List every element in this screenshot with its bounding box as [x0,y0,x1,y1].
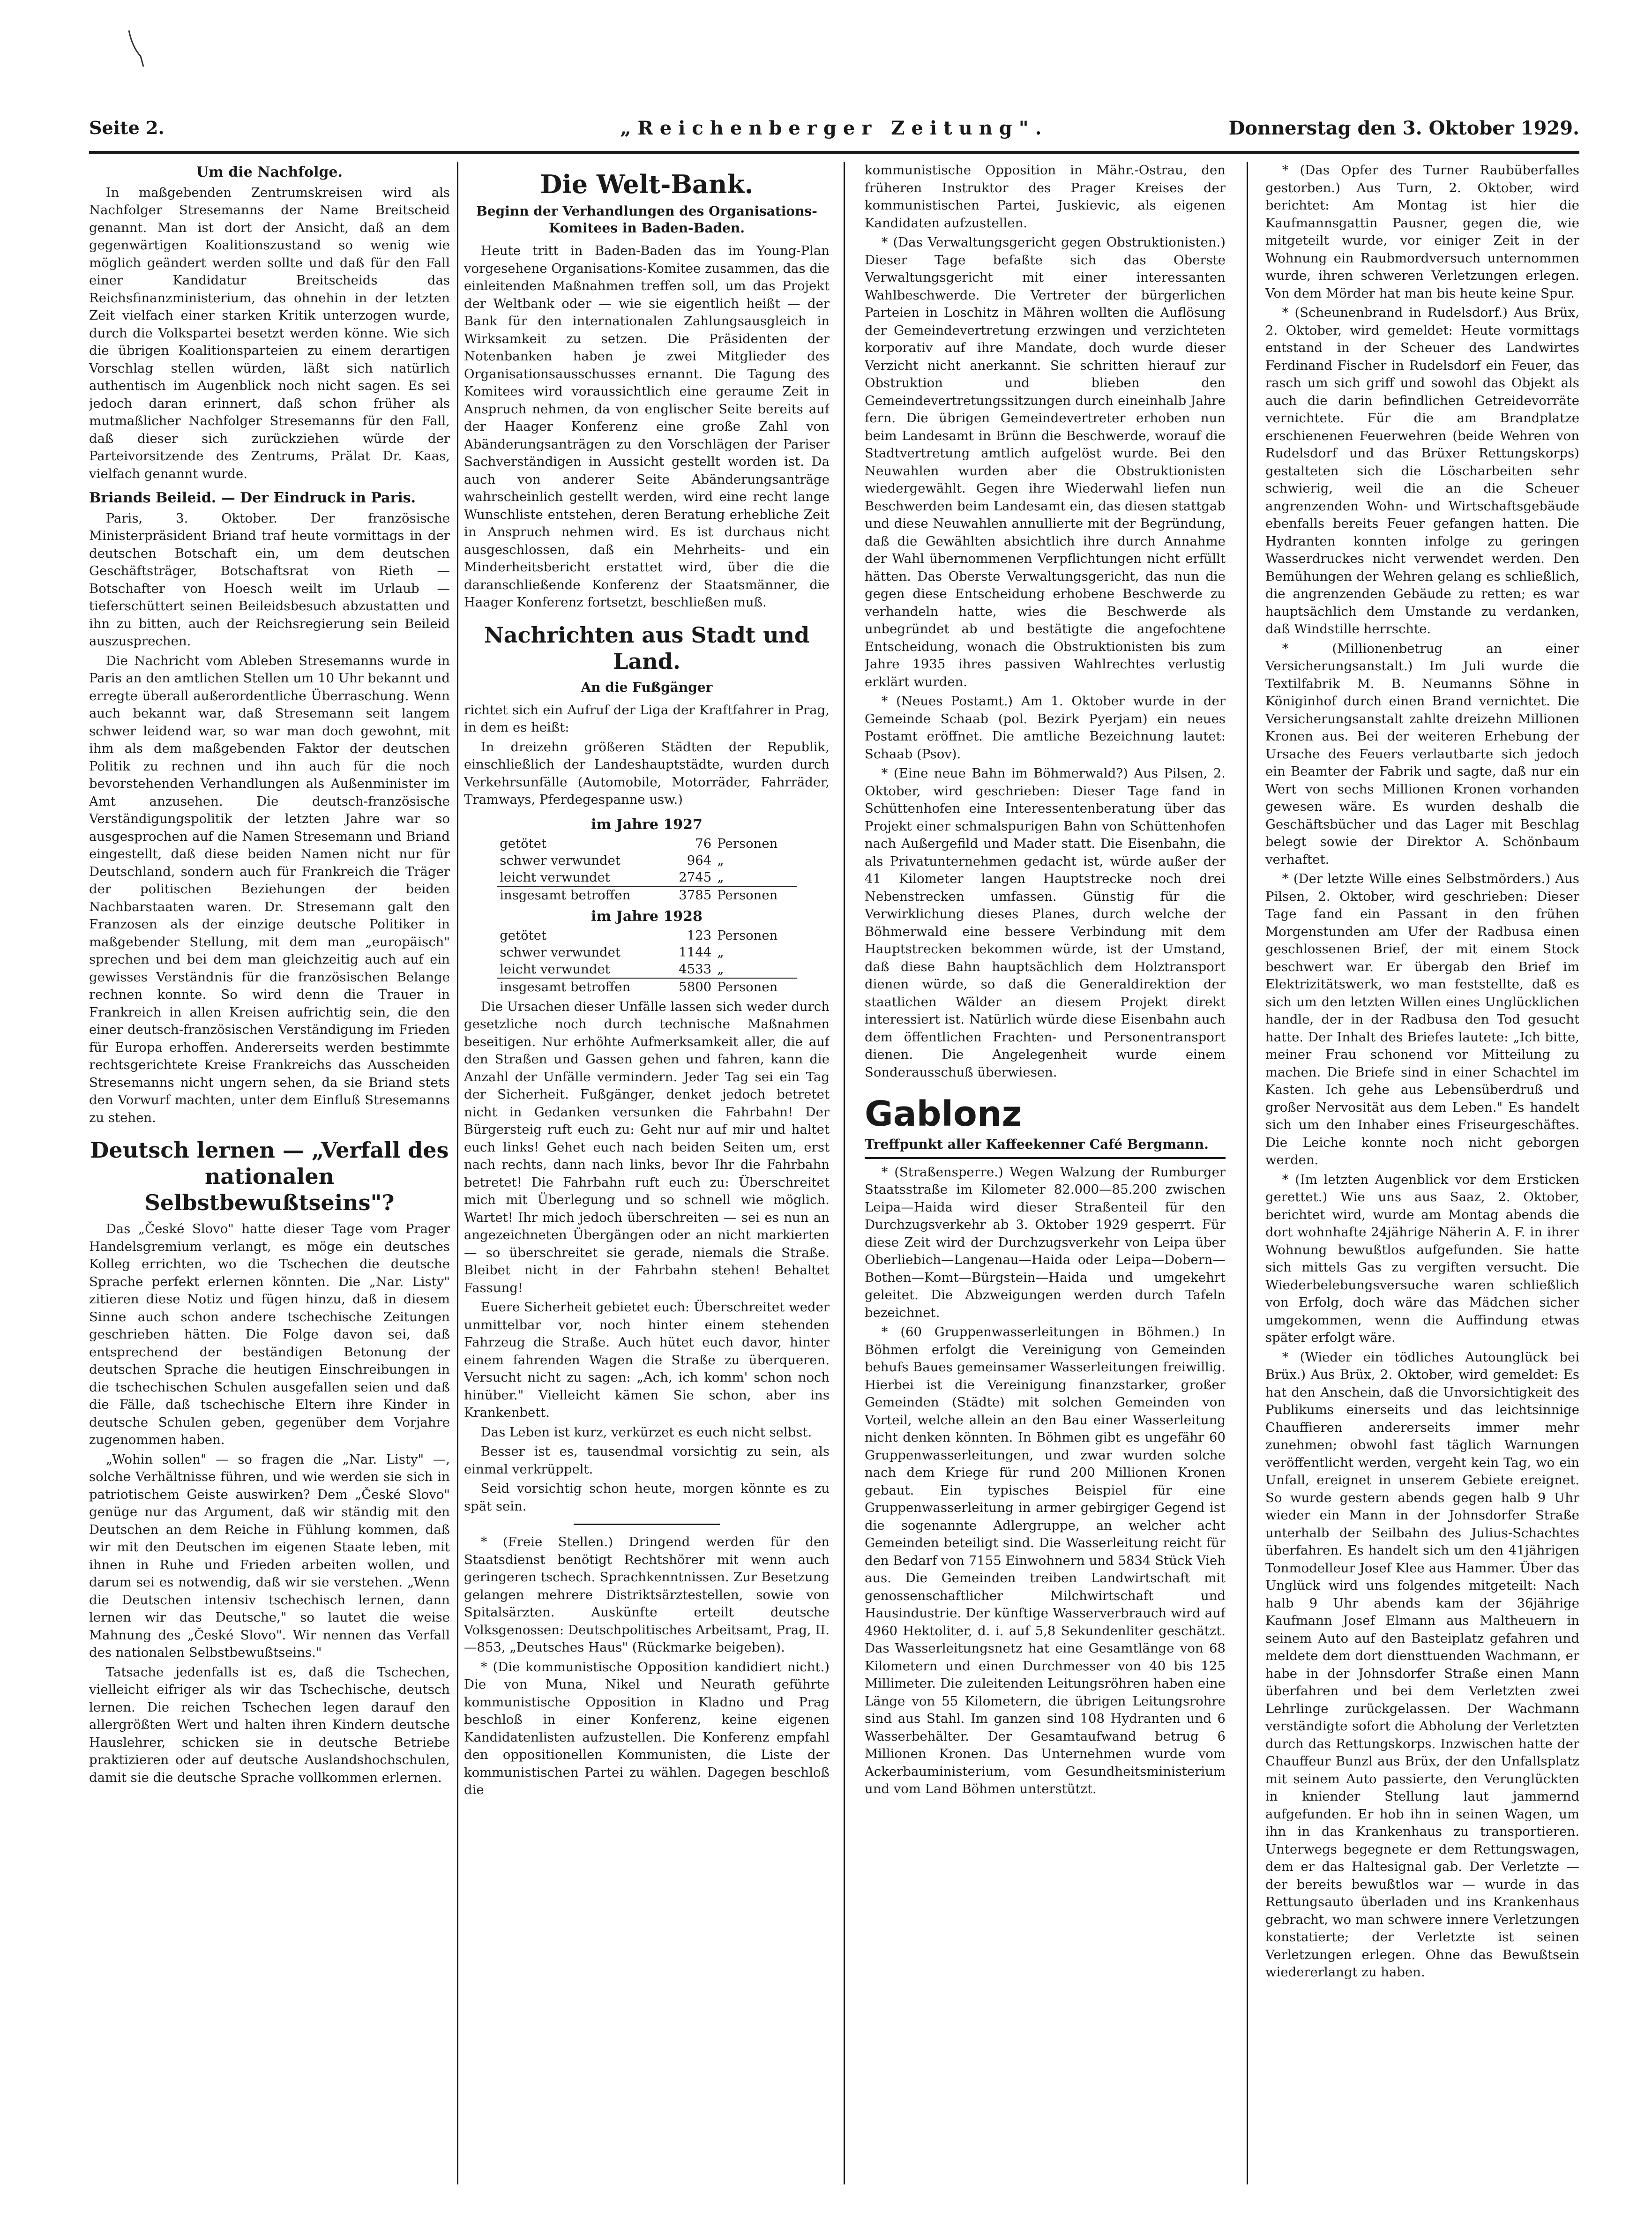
table-row: getötet 123 Personen [500,927,778,943]
article-paragraph: Das Leben ist kurz, verkürzet es euch nicht selbst. [480,1424,812,1440]
article-headline: Deutsch lernen — „Verfall des nationalen Selbstbewußtseins"? [90,1137,449,1215]
table-row: schwer verwundet 1144 „ [500,944,724,960]
column-2 [464,162,830,2184]
article-title: Briands Beileid. — Der Eindruck in Paris. [89,490,416,506]
news-item: * (Der letzte Wille eines Selbstmörders.) Aus Pilsen, 2. Oktober, wird geschrieben: Dieser Tage fand ein Passant in den frühen Morgenstunden am Ufer der Radbusa einen geschlossenen Brief, der mit einem Stock beschwert war. Er übergab den Brief im Elektrizitätswerk, wo man feststellte, daß es sich um den letzten Willen eines Unglücklichen handle, der in der Radbusa den Tod gesucht hatte. Der Inhalt des Briefes lautete: „Ich bitte, meiner Frau schonend vor Mitteilung zu machen. Die Briefe sind in einer Schachtel im Kasten. Ich gehe aus Lebensüberdruß und großer Nervosität aus dem Leben." Es handelt sich um den Inhaber eines Friseurgeschäftes. Die Leiche konnte noch nicht geborgen werden. [1265,871,1579,1167]
issue-date: Donnerstag den 3. Oktober 1929. [1228,117,1579,139]
section-headline: Nachrichten aus Stadt und Land. [484,622,810,674]
column-1 [89,162,450,2184]
table-row: leicht verwundet 4533 „ [500,961,724,977]
article-paragraph: In maßgebenden Zentrumskreisen wird als Nachfolger Stresemanns der Name Breitscheid genannt. Man ist dort der Ansicht, daß an dem gegenwärtigen Koalitionszustand so wenig wie möglich geändert werden sollte und daß für den Fall einer Kandidatur Breitscheids das Reichsfinanzministerium, das ohnehin in der letzten Zeit vielfach einer starken Kritik unterzogen wurde, durch die Volkspartei besetzt werden könne. Wie sich die übrigen Koalitionsparteien zu einem derartigen Vorschlag stellen würden, läßt sich natürlich authentisch im Augenblick noch nicht sagen. Es sei jedoch daran erinnert, daß schon früher als mutmaßlicher Nachfolger Stresemanns für den Fall, daß dieser sich zurückziehen würde der Parteivorsitzende des Zentrums, Prälat Dr. Kaas, vielfach genannt wurde. [89,185,450,481]
masthead: „Reichenberger Zeitung". [620,117,1048,139]
news-item: * (Neues Postamt.) Am 1. Oktober wurde in der Gemeinde Schaab (pol. Bezirk Pyerjam) ein neues Postamt eröffnet. Die amtliche Bezeichnung lautet: Schaab (Psov). [865,694,1226,762]
article-paragraph: Heute tritt in Baden-Baden das im Young-Plan vorgesehene Organisations-Komitee zusammen, das die einleitenden Maßnahmen treffen soll, um das Projekt der Weltbank oder — wie sie eigentlich heißt — der Bank für den internationalen Zahlungsausgleich in Wirksamkeit zu setzen. Die Präsidenten der Notenbanken haben je zwei Mitglieder des Organisationsausschusses ernannt. Die Tagung des Komitees wird voraussichtlich eine geraume Zeit in Anspruch nehmen, da von englischer Seite bereits auf der Haager Konferenz eine große Zahl von Abänderungsanträgen zu den Vorschlägen der Pariser Sachverständigen in Aussicht gestellt worden ist. Da auch von anderer Seite Abänderungsanträge wahrscheinlich gestellt werden, wird eine recht lange Wunschliste entstehen, deren Beratung erhebliche Zeit in Anspruch nehmen wird. Es ist durchaus nicht ausgeschlossen, daß ein Mehrheits- und ein Minderheitsbericht erstattet wird, über die die daranschließende Konferenz der Staatsmänner, die Haager Konferenz fortsetzt, beschließen muß. [464,243,830,610]
news-item: * (Die kommunistische Opposition kandidiert nicht.) Die von Muna, Nikel und Neurath geführte kommunistische Opposition in Kladno und Prag beschloß in einer Konferenz, keine eigenen Kandidatenlisten aufzustellen. Die Konferenz empfahl den oppositionellen Kommunisten, die Liste der kommunistischen Partei zu wählen. Dagegen beschloß die [464,1659,830,1797]
section-separator [574,1524,720,1525]
article-paragraph: Euere Sicherheit gebietet euch: Überschreitet weder unmittelbar vor, noch hinter einem stehenden Fahrzeug die Straße. Auch hütet euch davor, hinter einem fahrenden Wagen die Straße zu überqueren. Versucht nicht zu sagen: „Ach, ich komm' schon noch hinüber." Vielleicht kämen Sie schon, aber ins Krankenbett. [464,1300,830,1420]
news-item: * (Millionenbetrug an einer Versicherungsanstalt.) Im Juli wurde die Textilfabrik M. B. Neumanns Söhne in Königinhof durch einen Brand vernichtet. Die Versicherungsanstalt zahlte dreizehn Millionen Kronen aus. Bei der weiteren Erhebung der Ursache des Feuers verlautbarte sich jedoch ein Beamter der Fabrik und sagte, daß nur ein Wert von sechs Millionen Kronen vorhanden gewesen wäre. Es wurden deshalb die Geschäftsbücher und das Lager mit Beschlag belegt sowie der Direktor A. Schönbaum verhaftet. [1265,641,1579,867]
page-number: Seite 2. [89,117,164,138]
article-headline: Die Welt-Bank. [540,169,754,199]
article-paragraph: Die Ursachen dieser Unfälle lassen sich weder durch gesetzliche noch durch technische Maßnahmen beseitigen. Nur erhöhte Aufmerksamkeit aller, die auf den Straßen und Gassen gehen und fahren, kann die Anzahl der Unfälle vermindern. Jeder Tag sei ein Tag der Sicherheit. Fußgänger, denket jedoch betretet nicht in Gedanken versunken die Fahrbahn! Der Bürgersteig ruft euch zu: Geht nur auf mir und haltet euch links! Gehet euch nach beiden Seiten um, erst nach rechts, dann nach links, bevor Ihr die Fahrbahn betretet! Die Fahrbahn ruft euch zu: Überschreitet mich mit Überlegung und so schnell wie möglich. Wartet! Ihr mich jedoch überschreiten — sei es nun an angezeichneten Übergängen oder an nicht markierten — so überschreitet sie gerade, niemals die Straße. Bleibet nicht in der Fahrbahn stehen! Behaltet Fassung! [464,999,830,1295]
scan-scratch-mark [127,28,145,70]
news-item: * (Freie Stellen.) Dringend werden für den Staatsdienst benötigt Rechtshörer mit wenn auch geringeren tschech. Sprachkenntnissen. Zur Besetzung gelangen mehrere Distriktsärztestellen, sowie von Spitalsärzten. Auskünfte erteilt deutsche Volksgenossen: Deutschpolitisches Arbeitsamt, Prag, II.—853, „Deutsches Haus" (Rückmarke beigeben). [464,1534,830,1655]
advertisement-line: Treffpunkt aller Kaffeekenner Café Bergmann. [865,1136,1226,1159]
article-paragraph: kommunistische Opposition in Mähr.-Ostrau, den früheren Instruktor des Prager Kreises der kommunistischen Partei, Juskievic, als eigenen Kandidaten aufzustellen. [865,163,1226,231]
article-paragraph: Tatsache jedenfalls ist es, daß die Tschechen, vielleicht eifriger als wir das Tschechische, deutsch lernen. Die reichen Tschechen legen darauf den allergrößten Wert und halten ihren Kindern deutsche Hauslehrer, schicken sie in deutsche Betriebe praktizieren oder auf deutsche Auslandshochschulen, damit sie die deutsche Sprache vollkommen erlernen. [89,1664,450,1785]
article-paragraph: richtet sich ein Aufruf der Liga der Kraftfahrer in Prag, in dem es heißt: [464,702,830,735]
article-paragraph: „Wohin sollen" — so fragen die „Nar. Listy" —, solche Verhältnisse führen, und wie werden sie sich in patriotischem Geiste auswirken? Dem „České Slovo" genüge nur das Argument, daß wir ständig mit den Deutschen an dem Reiche in Fühlung kommen, daß wir mit den Deutschen im eigenen Staate leben, mit ihnen in Ruhe und Frieden arbeiten wollen, und darum sei es notwendig, daß wir sie verstehen. „Wenn die Deutschen intensiv tschechisch lernen, dann lernen wir das Deutsche," so lautet die weise Mahnung des „České Slovo". Wir nennen das Verfall des nationalen Selbstbewußtseins." [89,1451,450,1660]
news-item: * (Im letzten Augenblick vor dem Ersticken gerettet.) Wie uns aus Saaz, 2. Oktober, berichtet wird, wurde am Montag abends die dort wohnhafte 24jährige Näherin A. F. in ihrer Wohnung bewußtlos aufgefunden. Sie hatte sich mittels Gas zu vergiften versucht. Die Wiederbelebungsversuche waren schließlich von Erfolg, doch wäre das Mädchen sicher umgekommen, wenn die Auffindung etwas später erfolgt wäre. [1265,1172,1579,1345]
news-item: * (Wieder ein tödliches Autounglück bei Brüx.) Aus Brüx, 2. Oktober, wird gemeldet: Es hat den Anschein, daß die Unvorsichtigkeit des Publikums einerseits und das leichtsinnige Chauffieren andererseits immer mehr zunehmen; obwohl fast täglich Warnungen veröffentlicht werden, vergeht kein Tag, wo ein Unfall, ereignet in unserem Gebiete ereignet. So wurde gestern abends gegen halb 9 Uhr wieder ein Mann in der Johnsdorfer Straße unterhalb der Seilbahn des Julius-Schachtes überfahren. Es handelt sich um den 41jährigen Tonmodelleur Josef Klee aus Hammer. Über das Unglück wird uns folgendes mitgeteilt: Nach halb 9 Uhr abends kam der 36jährige Kaufmann Josef Elmann aus Maltheuern in seinem Auto auf den Basteiplatz gefahren und meldete dem dort diensttuenden Wachmann, er habe in der Johnsdorfer Straße einen Mann überfahren und bei dem Verletzten zwei Lehrlinge zurückgelassen. Der Wachmann verständigte sofort die Abholung der Verletzten durch das Rettungskorps. Inzwischen hatte der Chauffeur Bunzl aus Brüx, der den Unfallsplatz mit seinem Auto passierte, den Verunglückten in kniender Stellung laut jammernd aufgefunden. Er hob ihn in seinen Wagen, um ihn in das Krankenhaus zu transportieren. Unterwegs begegnete er dem Rettungswagen, dem er das Haltesignal gab. Der Verletzte — der bereits bewußtlos war — wurde in das Rettungsauto überladen und ins Krankenhaus gebracht, wo man schwere innere Verletzungen konstatierte; der Verletzte ist seinen Verletzungen erlegen. Ohne das Bewußtsein wiedererlangt zu haben. [1265,1349,1579,1980]
article-subtitle: An die Fußgänger [581,679,713,695]
column-4 [1265,162,1579,2184]
section-title-gablonz: Gablonz [865,1094,1022,1134]
news-item: * (Eine neue Bahn im Böhmerwald?) Aus Pilsen, 2. Oktober, wird geschrieben: Dieser Tage fand in Schüttenhofen eine Interessentenberatung über das Projekt einer schmalspurigen Bahn von Schüttenhofen nach Außergefild und Mader statt. Die Eisenbahn, die als Privatunternehmen gedacht ist, würde außer der 41 Kilometer langen Hauptstrecke noch drei Nebenstrecken umfassen. Günstig für die Verwirklichung dieses Planes, durch welche der Böhmerwald eine bessere Verbindung mit dem Hauptstrecken bekommen würde, ist der Umstand, daß diese Bahn hauptsächlich dem Holztransport dienen würde, so daß die Generaldirektion der staatlichen Wälder an diesem Projekt direkt interessiert ist. Natürlich würde diese Eisenbahn auch dem öffentlichen Frachten- und Personentransport dienen. Die Angelegenheit wurde einem Sonderausschuß überwiesen. [865,766,1226,1080]
page-header [89,117,1579,150]
article-paragraph: Besser ist es, tausendmal vorsichtig zu sein, als einmal verkrüppelt. [464,1444,830,1477]
article-paragraph: In dreizehn größeren Städten der Republik, einschließlich der Landeshauptstädte, wurden durch Verkehrsunfälle (Automobile, Motorräder, Fahrräder, Tramways, Pferdegespanne usw.) [464,739,830,807]
article-subtitle: Beginn der Verhandlungen des Organisations-Komitees in Baden-Baden. [476,203,817,236]
news-item: * (Das Opfer des Turner Raubüberfalles gestorben.) Aus Turn, 2. Oktober, wird berichtet: Am Montag ist hier die Kaufmannsgattin Pausner, gegen die, wie mitgeteilt wurde, vor einiger Zeit in der Wohnung ein Raubmordversuch unternommen wurde, ihren schweren Verletzungen erlegen. Von dem Mörder hat man bis heute keine Spur. [1265,163,1579,301]
table-row: getötet 76 Personen [500,836,778,851]
news-item: * (Das Verwaltungsgericht gegen Obstruktionisten.) Dieser Tage befaßte sich das Oberste Verwaltungsgericht mit einer interessanten Wahlbeschwerde. Die Vertreter der bürgerlichen Parteien in Loschitz in Mähren wollten die Auflösung der Gemeindevertretung erzwingen und verzichteten korporativ auf ihre Mandate, doch wurde dieser Verzicht nicht anerkannt. Sie schritten hierauf zur Obstruktion und blieben den Gemeindevertretungssitzungen durch eineinhalb Jahre fern. Die übrigen Gemeindevertreter erhoben nun beim Landesamt in Brünn die Beschwerde, worauf die Stadtvertretung amtlich aufgelöst wurde. Bei den Neuwahlen wurden aber die Obstruktionisten wiedergewählt. Gegen ihre Wiederwahl liefen nun Beschwerden beim Landesamt ein, das diesen stattgab und diese Neuwahlen annullierte mit der Begründung, daß die Gewählten absichtlich ihre durch Annahme der Wahl übernommenen Verpflichtungen nicht erfüllt hätten. Das Oberste Verwaltungsgericht, das nun die gegen diese Entscheidung erhobene Beschwerde zu verhandeln hatte, wies die Beschwerde als unbegründet ab und bestätigte die angefochtene Entscheidung, wonach die Obstruktionisten bis zum Jahre 1935 ihres passiven Wahlrechtes verlustig erklärt wurden. [865,235,1226,689]
accident-statistics-table [497,812,797,995]
article-paragraph: Das „České Slovo" hatte dieser Tage vom Prager Handelsgremium verlangt, es möge ein deutsches Kolleg errichten, wo die Tschechen die deutsche Sprache perfekt erlernen könnten. Die „Nar. Listy" zitieren diese Notiz und fügen hinzu, daß in diesem Sinne auch schon andere tschechische Zeitungen geschrieben hätten. Die Folge davon sei, daß entsprechend der beständigen Betonung der deutschen Sprache die heutigen Einschreibungen in die tschechischen Schulen ausgefallen seien und daß die Fälle, daß tschechische Eltern ihre Kinder in deutsche Schulen geben, gegenüber dem Vorjahre zugenommen haben. [89,1221,450,1447]
article-paragraph: Die Nachricht vom Ableben Stresemanns wurde in Paris an den amtlichen Stellen um 10 Uhr bekannt und erregte überall außerordentliche Überraschung. Wenn auch bekannt war, daß Stresemann seit langem schwer leidend war, so war man doch gewohnt, mit ihm als dem maßgebenden Faktor der deutschen Politik zu rechnen und ihn auch für die noch bevorstehenden Verhandlungen als Außenminister im Amt anzusehen. Die deutsch-französische Verständigungspolitik der letzten Jahre war so ausgesprochen auf die Namen Stresemann und Briand eingestellt, daß diese beiden Namen nicht nur für Deutschland, sondern auch für Frankreich die Träger der politischen Beziehungen der beiden Nachbarstaaten waren. Dr. Stresemann galt den Franzosen als der einzige deutsche Politiker in maßgebender Stellung, mit dem man „europäisch" sprechen und bei dem man gleichzeitig auch auf ein gewisses Verständnis für die französischen Belange rechnen konnte. So wird denn die Trauer in Frankreich in allen Kreisen aufrichtig sein, die den einer deutsch-französischen Verständigung im Frieden für Europa erhoffen. Andererseits werden bestimmte rechtsgerichtete Kreise Frankreichs das Ausscheiden Stresemanns nicht ungern sehen, da sie Briand stets den Vorwurf machten, unter dem Einfluß Stresemanns zu stehen. [89,653,450,1125]
column-rule [1247,162,1248,2184]
article-paragraph: Paris, 3. Oktober. Der französische Ministerpräsident Briand traf heute vormittags in der deutschen Botschaft ein, um dem deutschen Geschäftsträger, Botschaftsrat von Rieth — Botschafter von Hoesch weilt im Urlaub — tieferschüttert seinen Beileidsbesuch abzustatten und ihn zu bitten, auch der Reichsregierung sein Beileid auszusprechen. [89,510,450,649]
column-rule [457,162,458,2184]
header-rule [89,151,1579,154]
article-paragraph: Seid vorsichtig schon heute, morgen könnte es zu spät sein. [464,1481,830,1514]
year-heading: im Jahre 1928 [591,908,703,925]
table-total-row: insgesamt betroffen 5800 Personen [497,978,797,995]
column-3 [865,162,1226,2184]
table-row: leicht verwundet 2745 „ [500,869,724,885]
table-row: schwer verwundet 964 „ [500,853,724,868]
news-item: * (60 Gruppenwasserleitungen in Böhmen.) In Böhmen erfolgt die Vereinigung von Gemeinden behufs Baues gemeinsamer Wasserleitungen freiwillig. Hierbei ist die Vereinigung finanzstarker, großer Gemeinden (Städte) mit solchen Gemeinden von Vorteil, welche allein an den Bau einer Wasserleitung nicht denken könnten. In Böhmen gibt es ungefähr 60 Gruppenwasserleitungen, und zwar wurden solche nach dem Kriege für rund 200 Millionen Kronen gebaut. Ein typisches Beispiel für eine Gruppenwasserleitung in armer gebirgiger Gegend ist die sogenannte Adlergruppe, an welcher acht Gemeinden beteiligt sind. Die Wasserleitung reicht für den Bedarf von 7155 Einwohnern und 5834 Stück Vieh aus. Die Gemeinden treiben Landwirtschaft mit genossenschaftlicher Milchwirtschaft und Hausindustrie. Der künftige Wasserverbrauch wird auf 4960 Hektoliter, d. i. auf 5,8 Sekundenliter geschätzt. Das Wasserleitungsnetz hat eine Gesamtlänge von 68 Kilometern und einen Durchmesser von 40 bis 125 Millimeter. Die zuleitenden Leitungsröhren haben eine Länge von 55 Kilometern, die übrigen Leitungsrohre sind aus Stahl. Im ganzen sind 108 Hydranten und 6 Wasserbehälter. Der Gesamtaufwand betrug 6 Millionen Kronen. Das Unternehmen wurde vom Ackerbauministerium, vom Gesundheitsministerium und vom Land Böhmen unterstützt. [865,1324,1226,1796]
news-item: * (Scheunenbrand in Rudelsdorf.) Aus Brüx, 2. Oktober, wird gemeldet: Heute vormittags entstand in der Scheuer des Landwirtes Ferdinand Fischer in Rudelsdorf ein Feuer, das rasch um sich griff und sowohl das Objekt als auch die darin befindlichen Getreidevorräte vernichtete. Für die am Brandplatze erschienenen Feuerwehren (beide Wehren von Rudelsdorf und das Brüxer Rettungskorps) gestalteten sich die Löscharbeiten sehr schwierig, weil die an die Scheuer angrenzenden Wohn- und Wirtschaftsgebäude ebenfalls bereits Feuer gefangen hatten. Die Hydranten konnten infolge zu geringen Wasserdruckes nicht verwendet werden. Den Bemühungen der Wehren gelang es schließlich, die angrenzenden Gebäude zu retten; es war hauptsächlich dem Umstande zu verdanken, daß Windstille herrschte. [1265,305,1579,636]
news-item: * (Straßensperre.) Wegen Walzung der Rumburger Staatsstraße im Kilometer 82.000—85.200 zwischen Leipa—Haida wird dieser Straßenteil für den Durchzugsverkehr ab 3. Oktober 1929 gesperrt. Für diese Zeit wird der Durchzugsverkehr von Leipa über Oberliebich—Langenau—Haida oder Leipa—Dobern—Bothen—Komt—Bürgstein—Haida und umgekehrt geleitet. Die Abzweigungen werden durch Tafeln bezeichnet. [865,1164,1226,1320]
year-heading: im Jahre 1927 [591,816,703,833]
table-total-row: insgesamt betroffen 3785 Personen [497,886,797,904]
column-rule [844,162,845,2184]
article-title: Um die Nachfolge. [196,164,343,180]
